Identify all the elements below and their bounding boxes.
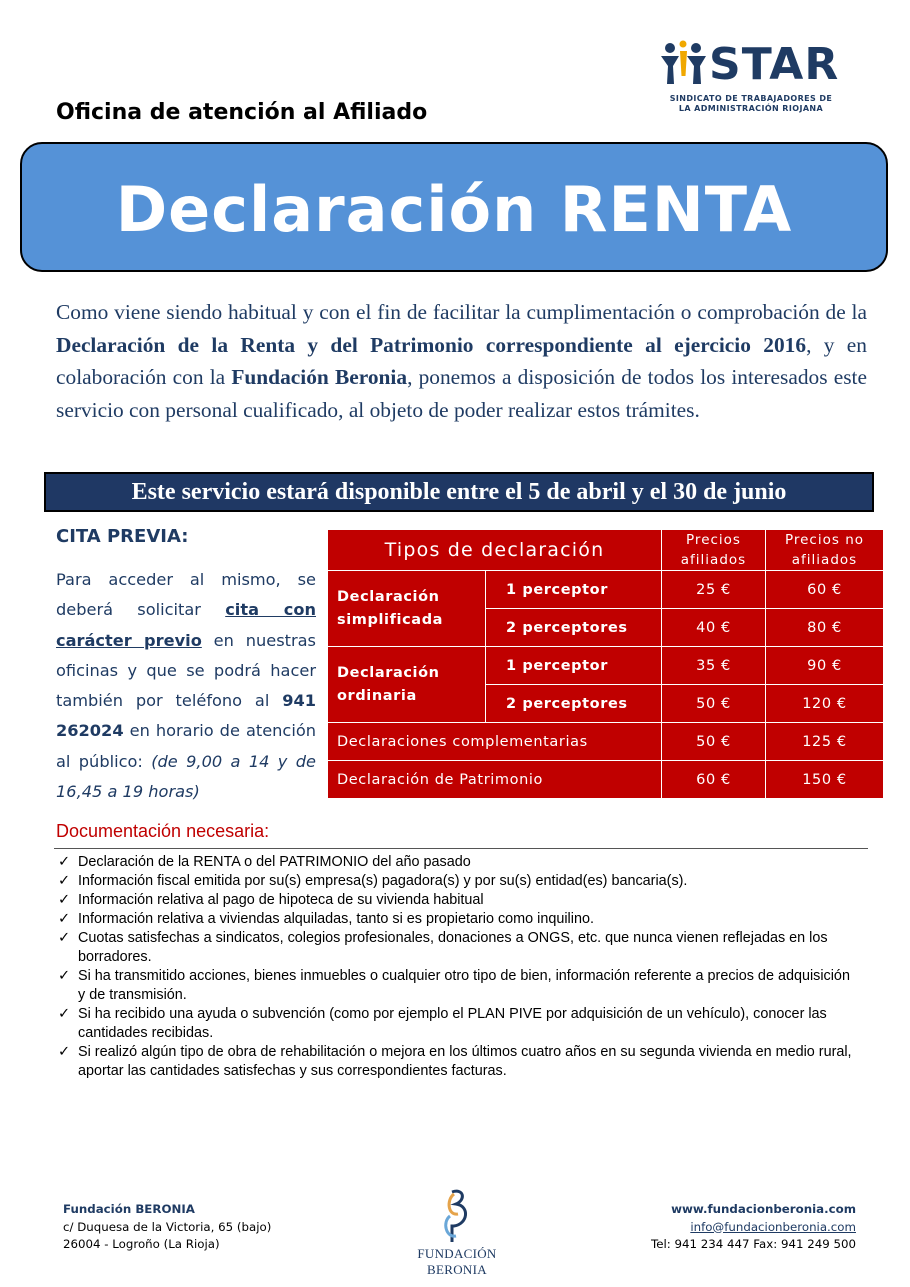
- beronia-logo-text: FUNDACIÓN BERONIA: [417, 1246, 497, 1277]
- list-item-text: Información fiscal emitida por su(s) empresa(s) pagadora(s) y por su(s) entidad(es) bancaria(s).: [78, 873, 688, 889]
- table-row: [328, 647, 884, 685]
- logo-name: STAR: [709, 39, 840, 90]
- intro-bold-1: Declaración de la Renta y del Patrimonio correspondiente al ejercicio 2016: [56, 332, 807, 357]
- table-header-row: [328, 530, 884, 571]
- check-icon: ✓: [58, 873, 71, 889]
- price-non-affiliated: 80 €: [766, 609, 884, 647]
- price-affiliated: 50 €: [662, 685, 766, 723]
- list-item: [58, 1005, 858, 1043]
- price-non-affiliated: 125 €: [766, 723, 884, 761]
- price-affiliated: 40 €: [662, 609, 766, 647]
- cita-text-2: en nuestras oficinas y que se podrá hacer también por teléfono al: [56, 630, 316, 711]
- cita-underlined: cita con carácter previo: [56, 600, 316, 650]
- footer-org: Fundación BERONIA: [63, 1202, 195, 1216]
- list-item-text: Cuotas satisfechas a sindicatos, colegios profesionales, donaciones a ONGS, etc. que nunca vienen reflejadas en los borradores.: [78, 930, 828, 965]
- list-item-text: Declaración de la RENTA o del PATRIMONIO del año pasado: [78, 854, 471, 870]
- footer-phones: Tel: 941 234 447 Fax: 941 249 500: [651, 1237, 856, 1251]
- list-item-text: Información relativa al pago de hipoteca de su vivienda habitual: [78, 892, 484, 908]
- price-affiliated: 35 €: [662, 647, 766, 685]
- footer-address-line2: 26004 - Logroño (La Rioja): [63, 1237, 220, 1251]
- list-item: [58, 967, 858, 1005]
- group-ordinaria: Declaración ordinaria: [328, 647, 486, 723]
- availability-text: Este servicio estará disponible entre el 5 de abril y el 30 de junio: [131, 479, 787, 505]
- header-affiliated: Precios afiliados: [662, 530, 766, 571]
- cita-phone: 941 262024: [56, 691, 316, 741]
- star-logo: [657, 38, 842, 118]
- check-icon: ✓: [58, 911, 71, 927]
- cita-text-3: en horario de atención al público:: [56, 721, 316, 771]
- row-label: 2 perceptores: [486, 685, 662, 723]
- logo-subtitle: [661, 94, 841, 114]
- group-simplificada: Declaración simplificada: [328, 571, 486, 647]
- list-item: [58, 872, 858, 891]
- cita-hours: (de 9,00 a 14 y de 16,45 a 19 horas): [56, 751, 316, 802]
- cita-title: CITA PREVIA:: [56, 526, 189, 547]
- check-icon: ✓: [58, 892, 71, 908]
- row-label: 1 perceptor: [486, 571, 662, 609]
- list-item-text: Si ha recibido una ayuda o subvención (como por ejemplo el PLAN PIVE por adquisición de un vehículo), conocer las cantidades recibidas.: [78, 1006, 827, 1041]
- check-icon: ✓: [58, 930, 71, 946]
- beronia-emblem-icon: [392, 1186, 522, 1246]
- row-label: Declaraciones complementarias: [328, 723, 662, 761]
- list-item-text: Información relativa a viviendas alquiladas, tanto si es propietario como inquilino.: [78, 911, 594, 927]
- table-row: [328, 723, 884, 761]
- check-icon: ✓: [58, 968, 71, 984]
- row-label: 1 perceptor: [486, 647, 662, 685]
- footer-address: [63, 1201, 271, 1254]
- documentation-list: [58, 853, 858, 1081]
- banner-title: Declaración RENTA: [115, 173, 793, 246]
- price-affiliated: 50 €: [662, 723, 766, 761]
- documentation-divider: [54, 848, 868, 849]
- list-item: [58, 929, 858, 967]
- table-row: [328, 761, 884, 799]
- price-non-affiliated: 120 €: [766, 685, 884, 723]
- list-item: [58, 1043, 858, 1081]
- cita-text-1: Para acceder al mismo, se deberá solicitar: [56, 570, 316, 620]
- check-icon: ✓: [58, 854, 71, 870]
- price-non-affiliated: 150 €: [766, 761, 884, 799]
- price-non-affiliated: 60 €: [766, 571, 884, 609]
- row-label: Declaración de Patrimonio: [328, 761, 662, 799]
- price-table: [327, 529, 884, 799]
- title-banner: [20, 142, 888, 272]
- list-item: [58, 891, 858, 910]
- documentation-title: Documentación necesaria:: [56, 821, 270, 841]
- availability-bar: [44, 472, 874, 512]
- price-affiliated: 60 €: [662, 761, 766, 799]
- header-type: Tipos de declaración: [328, 530, 662, 571]
- logo-subtitle-line1: SINDICATO DE TRABAJADORES DE: [669, 94, 833, 103]
- check-icon: ✓: [58, 1044, 71, 1060]
- office-title: Oficina de atención al Afiliado: [56, 100, 428, 125]
- header-non-affiliated: Precios no afiliados: [766, 530, 884, 571]
- people-logo-icon: [659, 40, 709, 86]
- check-icon: ✓: [58, 1006, 71, 1022]
- list-item-text: Si realizó algún tipo de obra de rehabilitación o mejora en los últimos cuatro años en su segunda vivienda en medio rural, aportar las cantidades satisfechas y sus correspondientes facturas.: [78, 1044, 852, 1079]
- cita-paragraph: [56, 565, 316, 807]
- footer-email-link[interactable]: info@fundacionberonia.com: [690, 1219, 856, 1234]
- list-item-text: Si ha transmitido acciones, bienes inmuebles o cualquier otro tipo de bien, información referente a precios de adquisición y de transmisión.: [78, 968, 850, 1003]
- intro-text-2: , y en colaboración con la: [56, 332, 867, 389]
- intro-text-1: Como viene siendo habitual y con el fin de facilitar la cumplimentación o comprobación de la: [56, 300, 867, 324]
- footer-website-link[interactable]: www.fundacionberonia.com: [671, 1202, 856, 1216]
- intro-bold-2: Fundación Beronia: [231, 365, 408, 389]
- list-item: [58, 853, 858, 872]
- row-label: 2 perceptores: [486, 609, 662, 647]
- price-affiliated: 25 €: [662, 571, 766, 609]
- price-non-affiliated: 90 €: [766, 647, 884, 685]
- logo-subtitle-line2: LA ADMINISTRACIÓN RIOJANA: [678, 104, 824, 113]
- intro-paragraph: [56, 296, 867, 426]
- beronia-logo: [392, 1186, 522, 1277]
- list-item: [58, 910, 858, 929]
- table-row: [328, 571, 884, 609]
- footer-address-line1: c/ Duquesa de la Victoria, 65 (bajo): [63, 1219, 272, 1234]
- intro-text-3: , ponemos a disposición de todos los interesados este servicio con personal cualificado, al objeto de poder realizar estos trámites.: [56, 365, 867, 422]
- footer-contact: [651, 1201, 856, 1254]
